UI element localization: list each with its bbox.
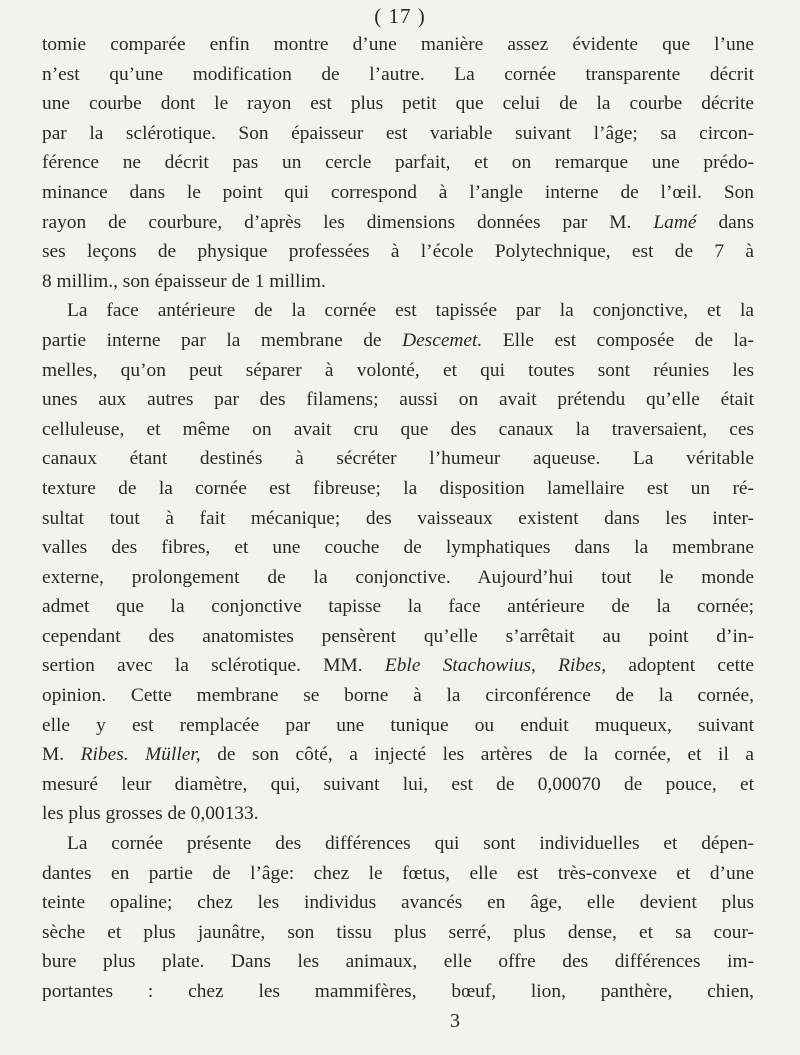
text-line [42,859,754,889]
text-line [42,356,754,386]
text-segment: dantes en partie de l’âge: chez le fœtus, elle est très-convexe et d’une [42,862,754,884]
text-line [42,89,754,119]
text-line [42,267,754,297]
text-segment: ses leçons de physique professées à l’école Polytechnique, est de 7 à [42,241,754,263]
body-text [42,30,754,1007]
text-line [42,829,754,859]
text-segment: teinte opaline; chez les individus avancés en âge, elle devient plus [42,892,754,914]
text-segment: les plus grosses de 0,00133. [42,803,259,825]
text-segment: unes aux autres par des filamens; aussi on avait prétendu qu’elle était [42,389,754,411]
text-line [42,326,754,356]
text-line [42,947,754,977]
text-line [42,740,754,770]
text-segment: rayon de courbure, d’après les dimensions données par M. [42,211,654,233]
italic-name: Eble Stachowius, Ribes, [384,655,607,677]
text-line [42,533,754,563]
signature-mark [0,1010,800,1033]
text-line [42,918,754,948]
text-line [42,119,754,149]
text-segment: minance dans le point qui correspond à l’angle interne de l’œil. Son [42,181,754,203]
text-line [42,592,754,622]
text-line [42,504,754,534]
text-line [42,770,754,800]
text-segment: celluleuse, et même on avait cru que des canaux la traversaient, ces [42,418,754,440]
text-segment: dans [696,211,754,233]
text-segment: melles, qu’on peut séparer à volonté, et qui toutes sont réunies les [42,359,754,381]
text-line [42,711,754,741]
text-segment: tomie comparée enfin montre d’une manière assez évidente que l’une [42,34,754,55]
text-segment: mesuré leur diamètre, qui, suivant lui, est de 0,00070 de pouce, et [42,773,754,795]
text-line [42,296,754,326]
text-line [42,474,754,504]
text-segment: sèche et plus jaunâtre, son tissu plus serré, plus dense, et sa cour- [42,921,754,943]
text-segment: texture de la cornée est fibreuse; la disposition lamellaire est un ré- [42,477,754,499]
text-segment: partie interne par la membrane de [42,329,403,351]
text-line [42,60,754,90]
text-segment: opinion. Cette membrane se borne à la circonférence de la cornée, [42,685,754,707]
text-line [42,888,754,918]
text-segment: sultat tout à fait mécanique; des vaisseaux existent dans les inter- [42,507,754,529]
text-segment: férence ne décrit pas un cercle parfait, et on remarque une prédo- [42,152,754,174]
text-segment: admet que la conjonctive tapisse la face antérieure de la cornée; [42,596,754,618]
text-line [42,563,754,593]
text-segment: M. [42,744,81,766]
text-line [42,385,754,415]
italic-name: Descemet. [402,329,483,351]
text-segment: 8 millim., son épaisseur de 1 millim. [42,270,326,292]
text-segment: portantes : chez les mammifères, bœuf, lion, panthère, chien, [42,981,754,1002]
text-line [42,178,754,208]
text-segment: canaux étant destinés à sécréter l’humeur aqueuse. La véritable [42,448,754,470]
text-segment: adoptent cette [606,655,754,677]
text-segment: de son côté, a injecté les artères de la cornée, et il a [200,744,755,766]
text-line [42,208,754,238]
italic-name: Ribes. Müller, [80,744,201,766]
text-segment: cependant des anatomistes pensèrent qu’elle s’arrêtait au point d’in- [42,625,754,647]
italic-name: Lamé [653,211,697,233]
page-number: ( 17 ) [374,4,426,28]
text-segment: une courbe dont le rayon est plus petit que celui de la courbe décrite [42,93,754,115]
text-line [42,977,754,1007]
signature-mark-text: 3 [450,1010,460,1032]
text-segment: par la sclérotique. Son épaisseur est variable suivant l’âge; sa circon- [42,122,754,144]
text-segment: La cornée présente des différences qui sont individuelles et dépen- [67,833,754,855]
text-line [42,30,754,60]
text-line [42,148,754,178]
text-line [42,622,754,652]
text-segment: bure plus plate. Dans les animaux, elle offre des différences im- [42,951,754,973]
text-segment: elle y est remplacée par une tunique ou enduit muqueux, suivant [42,714,754,736]
text-line [42,651,754,681]
text-line [42,799,754,829]
text-segment: Elle est composée de la- [482,329,754,351]
text-line [42,681,754,711]
text-line [42,237,754,267]
text-line [42,415,754,445]
text-segment: sertion avec la sclérotique. MM. [42,655,385,677]
text-segment: La face antérieure de la cornée est tapissée par la conjonctive, et la [67,300,754,322]
text-segment: n’est qu’une modification de l’autre. La cornée transparente décrit [42,63,754,85]
text-segment: externe, prolongement de la conjonctive. Aujourd’hui tout le monde [42,566,754,588]
text-segment: valles des fibres, et une couche de lymphatiques dans la membrane [42,537,754,559]
text-line [42,444,754,474]
